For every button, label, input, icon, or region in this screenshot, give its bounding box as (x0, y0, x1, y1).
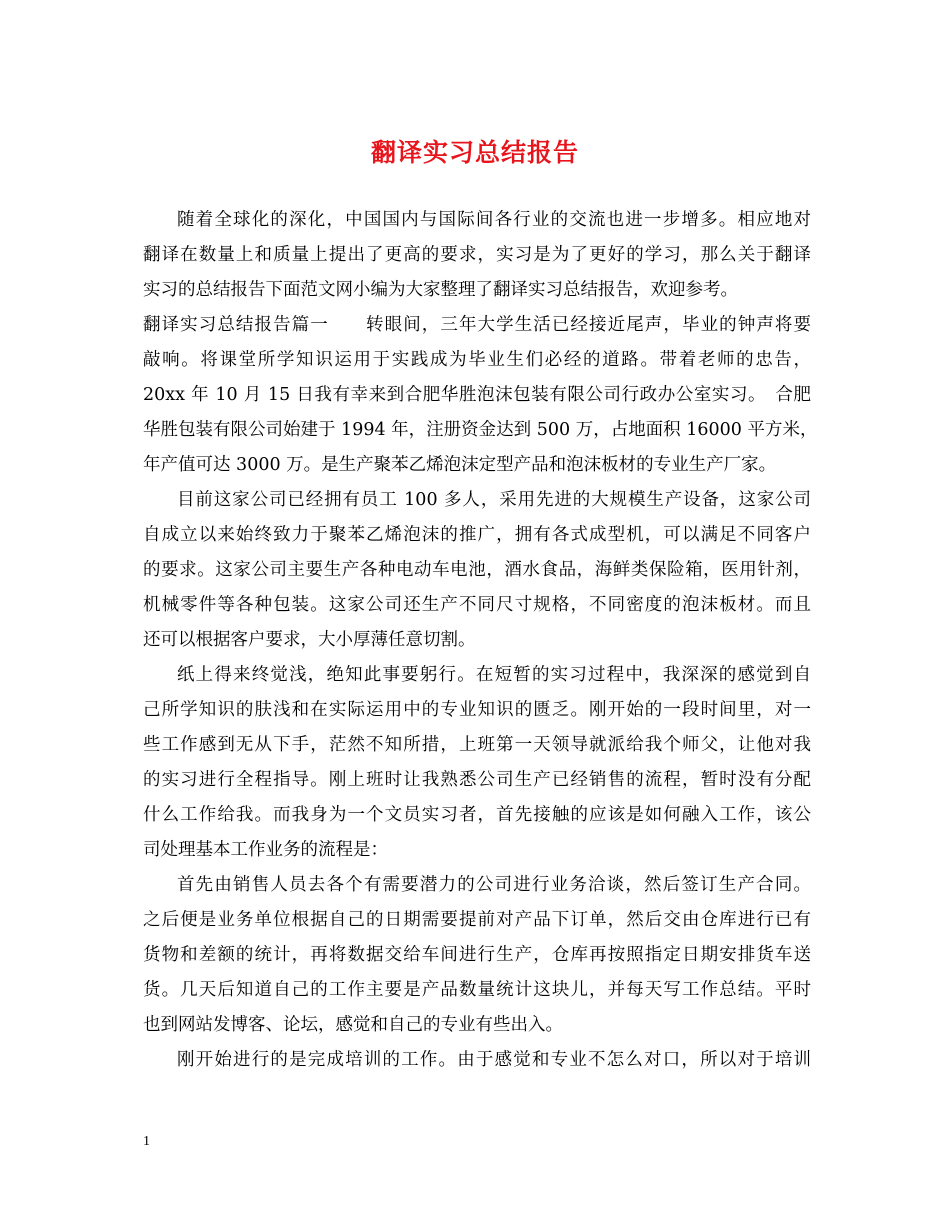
text-line: 还可以根据客户要求，大小厚薄任意切割。 (143, 630, 476, 650)
text-line: 实习的总结报告下面范文网小编为大家整理了翻译实习总结报告，欢迎参考。 (143, 280, 738, 300)
text-line: 翻译实习总结报告篇一 转眼间，三年大学生活已经接近尾声，毕业的钟声将要 (143, 315, 811, 335)
document-body (143, 203, 818, 1078)
text-line: 之后便是业务单位根据自己的日期需要提前对产品下订单，然后交由仓库进行已有 (143, 910, 811, 930)
text-line: 首先由销售人员去各个有需要潜力的公司进行业务洽谈，然后签订生产合同。 (177, 875, 811, 895)
text-line: 随着全球化的深化，中国国内与国际间各行业的交流也进一步增多。相应地对 (177, 210, 811, 230)
text-line: 己所学知识的肤浅和在实际运用中的专业知识的匮乏。刚开始的一段时间里，对一 (143, 700, 811, 720)
page-number: 1 (143, 1134, 150, 1149)
text-line: 也到网站发博客、论坛，感觉和自己的专业有些出入。 (143, 1015, 563, 1035)
text-line: 货。几天后知道自己的工作主要是产品数量统计这块儿，并每天写工作总结。平时 (143, 980, 811, 1000)
text-line: 的要求。这家公司主要生产各种电动车电池，酒水食品，海鲜类保险箱，医用针剂， (143, 560, 811, 580)
text-line: 的实习进行全程指导。刚上班时让我熟悉公司生产已经销售的流程，暂时没有分配 (143, 770, 811, 790)
text-line: 翻译在数量上和质量上提出了更高的要求，实习是为了更好的学习，那么关于翻译 (143, 245, 811, 265)
text-line: 司处理基本工作业务的流程是： (143, 840, 388, 860)
text-line: 华胜包装有限公司始建于 1994 年，注册资金达到 500 万，占地面积 16000 平方米， (143, 420, 818, 440)
text-line: 什么工作给我。而我身为一个文员实习者，首先接触的应该是如何融入工作，该公 (143, 805, 811, 825)
text-line: 机械零件等各种包装。这家公司还生产不同尺寸规格，不同密度的泡沫板材。而且 (143, 595, 811, 615)
text-line: 纸上得来终觉浅，绝知此事要躬行。在短暂的实习过程中，我深深的感觉到自 (177, 665, 811, 685)
text-line: 自成立以来始终致力于聚苯乙烯泡沫的推广，拥有各式成型机，可以满足不同客户 (143, 525, 811, 545)
text-line: 刚开始进行的是完成培训的工作。由于感觉和专业不怎么对口，所以对于培训 (177, 1050, 811, 1070)
text-line: 些工作感到无从下手，茫然不知所措，上班第一天领导就派给我个师父，让他对我 (143, 735, 811, 755)
text-line: 目前这家公司已经拥有员工 100 多人，采用先进的大规模生产设备，这家公司 (177, 490, 811, 510)
text-line: 20xx 年 10 月 15 日我有幸来到合肥华胜泡沫包装有限公司行政办公室实习。 合肥 (143, 385, 811, 405)
text-line: 年产值可达 3000 万。是生产聚苯乙烯泡沫定型产品和泡沫板材的专业生产厂家。 (143, 455, 777, 475)
text-line: 货物和差额的统计，再将数据交给车间进行生产，仓库再按照指定日期安排货车送 (143, 945, 811, 965)
document-title: 翻译实习总结报告 (370, 138, 579, 167)
text-line: 敲响。将课堂所学知识运用于实践成为毕业生们必经的道路。带着老师的忠告， (143, 350, 811, 370)
